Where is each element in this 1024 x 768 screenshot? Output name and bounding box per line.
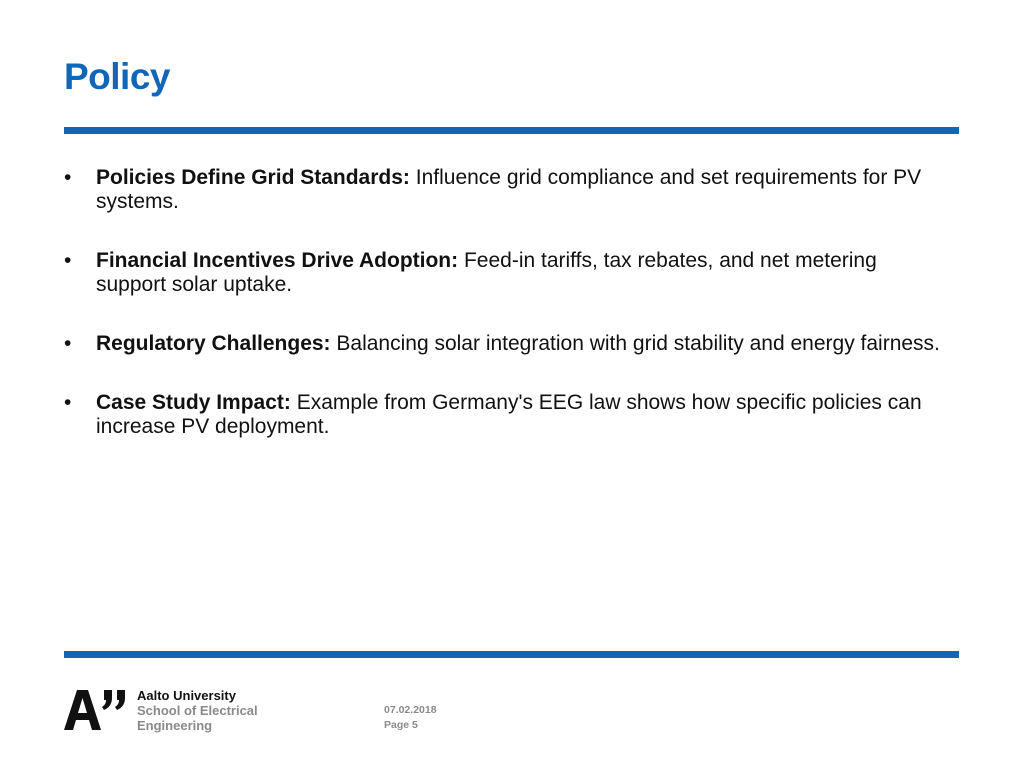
aalto-logo-icon <box>64 688 130 732</box>
footer-meta <box>384 703 437 733</box>
page-number: Page 5 <box>384 719 418 731</box>
bullet-list <box>64 166 944 474</box>
bullet-item <box>64 332 944 356</box>
bullet-marker: • <box>64 249 72 272</box>
org-name-line3: Engineering <box>137 718 213 733</box>
org-name-line1: Aalto University <box>137 688 236 703</box>
bullet-item <box>64 166 944 214</box>
bullet-item <box>64 391 944 439</box>
bullet-text: Balancing solar integration with grid stability and energy fairness. <box>330 332 940 355</box>
footer-divider <box>64 651 959 658</box>
bullet-heading: Case Study Impact: <box>96 391 291 414</box>
org-name-line2: School of Electrical <box>137 703 258 718</box>
bullet-text: Example from Germany's EEG law shows how specific policies can increase PV deployment. <box>96 391 922 438</box>
bullet-text: Feed-in tariffs, tax rebates, and net metering support solar uptake. <box>96 249 877 296</box>
bullet-heading: Regulatory Challenges: <box>96 332 331 355</box>
bullet-marker: • <box>64 391 72 414</box>
bullet-item <box>64 249 944 297</box>
bullet-marker: • <box>64 166 72 189</box>
slide-date: 07.02.2018 <box>384 704 437 716</box>
bullet-text: Influence grid compliance and set requirements for PV systems. <box>96 166 922 213</box>
slide-title: Policy <box>64 56 170 97</box>
organization-name <box>137 688 258 733</box>
bullet-heading: Policies Define Grid Standards: <box>96 166 410 189</box>
bullet-marker: • <box>64 332 72 355</box>
bullet-heading: Financial Incentives Drive Adoption: <box>96 249 459 272</box>
title-divider <box>64 127 959 134</box>
